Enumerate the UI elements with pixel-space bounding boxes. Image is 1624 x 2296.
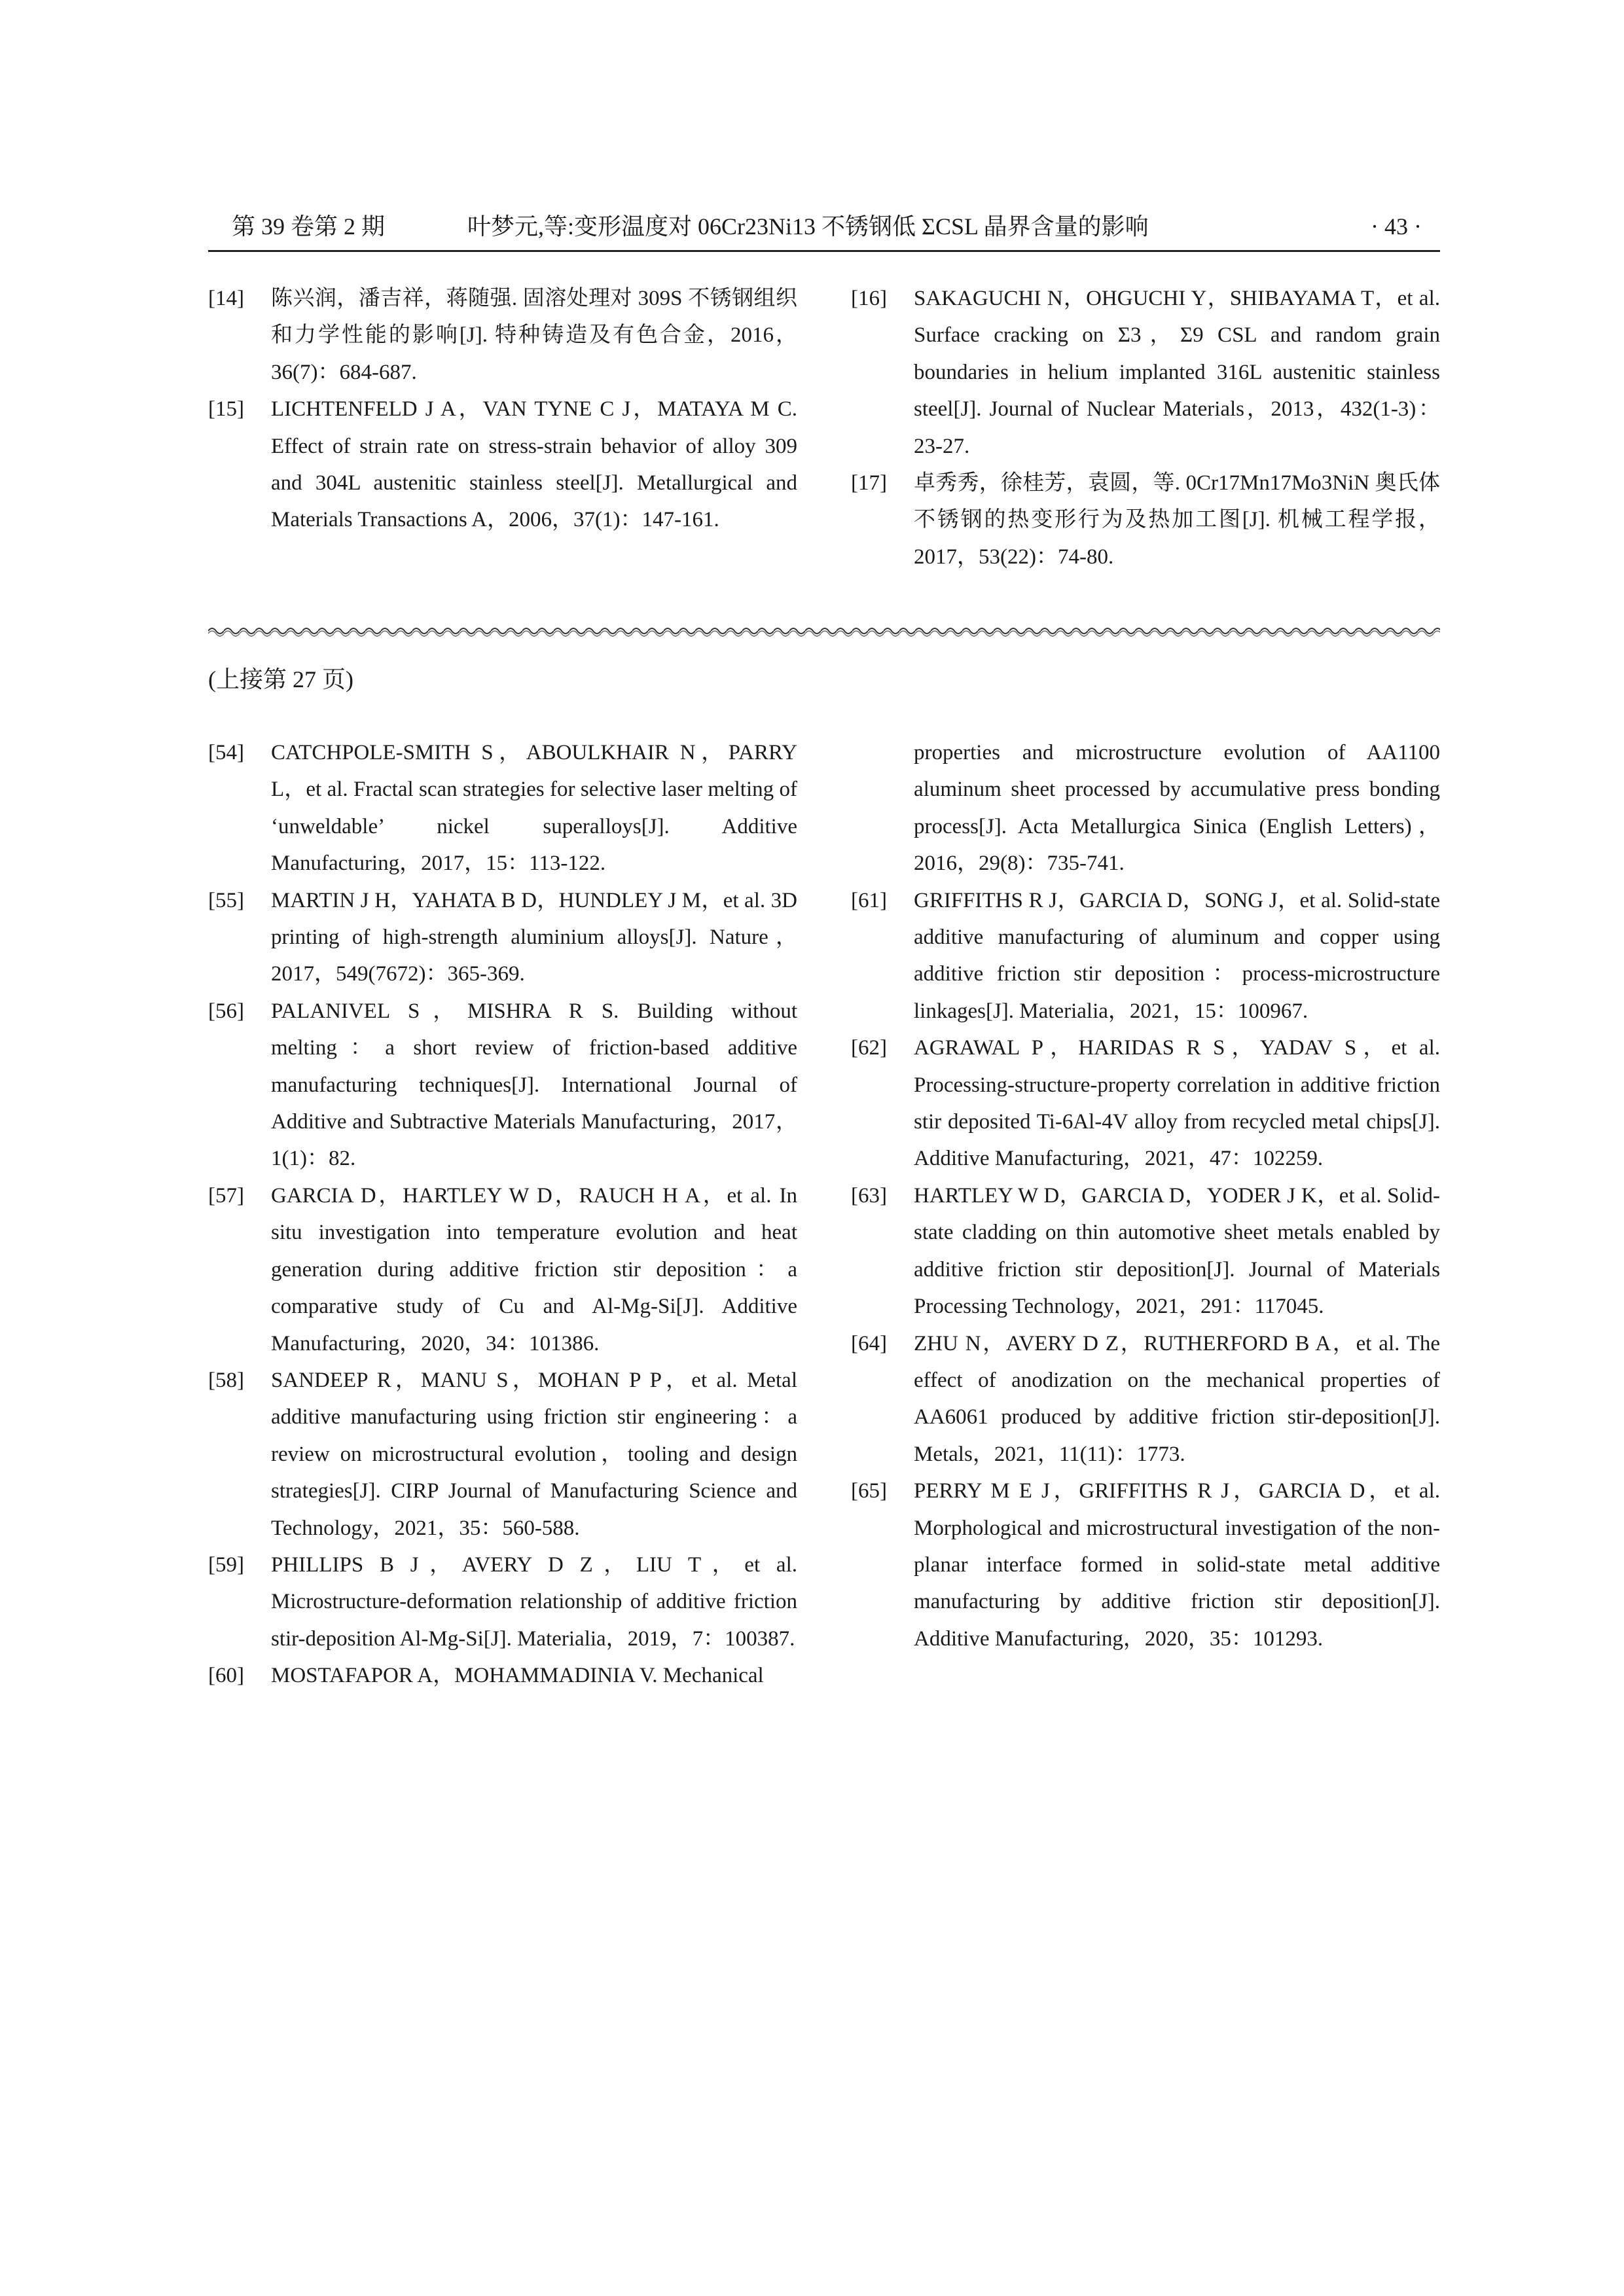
reference-number: [54] — [208, 741, 244, 764]
reference-entry — [208, 993, 797, 1177]
reference-entry — [208, 734, 797, 882]
reference-number: [60] — [208, 1664, 244, 1688]
reference-number: [16] — [851, 287, 887, 310]
reference-entry — [851, 1030, 1440, 1177]
reference-text: HARTLEY W D，GARCIA D，YODER J K，et al. Solid-state cladding on thin automotive sheet metals enabled by additive friction stir deposition[J]. Journal of Materials Processing Technology，2021，291：117045. — [914, 1183, 1440, 1319]
reference-number: [56] — [208, 999, 244, 1023]
reference-entry — [851, 465, 1440, 575]
reference-entry — [851, 882, 1440, 1030]
reference-entry — [208, 1177, 797, 1362]
continued-from-note: (上接第 27 页) — [208, 666, 353, 692]
references-bottom-right-column — [851, 734, 1440, 1657]
reference-text: MARTIN J H，YAHATA B D，HUNDLEY J M，et al. 3D printing of high-strength aluminium alloys[J]. Nature，2017，549(7672)：365-369. — [271, 888, 797, 986]
reference-number: [62] — [851, 1036, 887, 1060]
reference-entry — [208, 1362, 797, 1547]
reference-number: [59] — [208, 1552, 244, 1577]
reference-entry — [208, 1547, 797, 1657]
reference-entry — [208, 882, 797, 993]
reference-number: [57] — [208, 1183, 244, 1208]
reference-text: GARCIA D，HARTLEY W D，RAUCH H A，et al. In situ investigation into temperature evolution and heat generation during additive friction stir deposition：a comparative study of Cu and Al-Mg-Si[J]. Additive Manufacturing，2020，34：101386. — [271, 1183, 797, 1355]
reference-text: properties and microstructure evolution of AA1100 aluminum sheet processed by accumulative press bonding process[J]. Acta Metallurgica Sinica (English Letters)，2016，29(8)：735-741. — [914, 741, 1440, 876]
reference-entry — [851, 280, 1440, 465]
ornamental-divider — [208, 624, 1440, 637]
references-top-right-column — [851, 280, 1440, 575]
running-header — [208, 208, 1440, 252]
reference-number: [65] — [851, 1479, 887, 1503]
reference-entry — [208, 280, 797, 391]
reference-entry — [208, 1657, 797, 1694]
reference-entry — [208, 391, 797, 539]
reference-text: PALANIVEL S，MISHRA R S. Building without melting：a short review of friction-based additive manufacturing techniques[J]. International Journal of Additive and Subtractive Materials Manufacturing，2017，1(1)：82. — [271, 999, 797, 1171]
reference-text: 陈兴润，潘吉祥，蒋随强. 固溶处理对 309S 不锈钢组织和力学性能的影响[J]. 特种铸造及有色合金，2016，36(7)：684-687. — [271, 287, 797, 384]
reference-number — [851, 734, 914, 882]
reference-number: [63] — [851, 1183, 887, 1208]
reference-number: [58] — [208, 1368, 244, 1392]
reference-number: [15] — [208, 397, 244, 422]
reference-number: [17] — [851, 471, 887, 495]
reference-entry — [851, 734, 1440, 882]
reference-entry — [851, 1325, 1440, 1473]
reference-number: [14] — [208, 287, 244, 310]
references-bottom-left-column — [208, 734, 797, 1695]
reference-text: GRIFFITHS R J，GARCIA D，SONG J，et al. Solid-state additive manufacturing of aluminum and copper using additive friction stir deposition：process-microstructure linkages[J]. Materialia，2021，15：100967. — [914, 888, 1440, 1023]
running-title: 叶梦元,等:变形温度对 06Cr23Ni13 不锈钢低 ΣCSL 晶界含量的影响 — [467, 213, 1149, 240]
reference-text: PHILLIPS B J，AVERY D Z，LIU T，et al. Microstructure-deformation relationship of additive friction stir-deposition Al-Mg-Si[J]. Materialia，2019，7：100387. — [271, 1552, 797, 1651]
reference-entry — [851, 1473, 1440, 1657]
reference-text: MOSTAFAPOR A，MOHAMMADINIA V. Mechanical — [271, 1664, 764, 1688]
reference-text: LICHTENFELD J A，VAN TYNE C J，MATAYA M C. Effect of strain rate on stress-strain behavior of alloy 309 and 304L austenitic stainless steel[J]. Metallurgical and Materials Transactions A，2006，37(1)：147-161. — [271, 397, 797, 532]
reference-text: ZHU N，AVERY D Z，RUTHERFORD B A，et al. The effect of anodization on the mechanical properties of AA6061 produced by additive friction stir-deposition[J]. Metals，2021，11(11)：1773. — [914, 1331, 1440, 1466]
reference-number: [55] — [208, 888, 244, 912]
reference-text: SANDEEP R，MANU S，MOHAN P P，et al. Metal additive manufacturing using friction stir engineering：a review on microstructural evolution，tooling and design strategies[J]. CIRP Journal of Manufacturing Science and Technology，2021，35：560-588. — [271, 1368, 797, 1540]
reference-text: AGRAWAL P，HARIDAS R S，YADAV S，et al. Processing-structure-property correlation in additive friction stir deposited Ti-6Al-4V alloy from recycled metal chips[J]. Additive Manufacturing，2021，47：102259. — [914, 1036, 1440, 1171]
reference-text: CATCHPOLE-SMITH S，ABOULKHAIR N，PARRY L，et al. Fractal scan strategies for selective laser melting of ‘unweldable’ nickel superalloys[J]. Additive Manufacturing，2017，15：113-122. — [271, 741, 797, 876]
references-top-left-column — [208, 280, 797, 539]
reference-text: PERRY M E J，GRIFFITHS R J，GARCIA D，et al. Morphological and microstructural investigation of the non-planar interface formed in solid-state metal additive manufacturing by additive friction stir deposition[J]. Additive Manufacturing，2020，35：101293. — [914, 1479, 1440, 1651]
page-number: · 43 · — [1371, 213, 1422, 240]
reference-number: [64] — [851, 1331, 887, 1355]
reference-text: SAKAGUCHI N，OHGUCHI Y，SHIBAYAMA T，et al. Surface cracking on Σ3，Σ9 CSL and random grain boundaries in helium implanted 316L austenitic stainless steel[J]. Journal of Nuclear Materials，2013，432(1-3)：23-27. — [914, 287, 1440, 458]
reference-number: [61] — [851, 888, 887, 912]
reference-text: 卓秀秀，徐桂芳，袁圆，等. 0Cr17Mn17Mo3NiN 奥氏体不锈钢的热变形行为及热加工图[J]. 机械工程学报，2017，53(22)：74-80. — [914, 471, 1440, 569]
reference-entry — [851, 1177, 1440, 1325]
journal-volume-issue: 第 39 卷第 2 期 — [232, 213, 386, 240]
